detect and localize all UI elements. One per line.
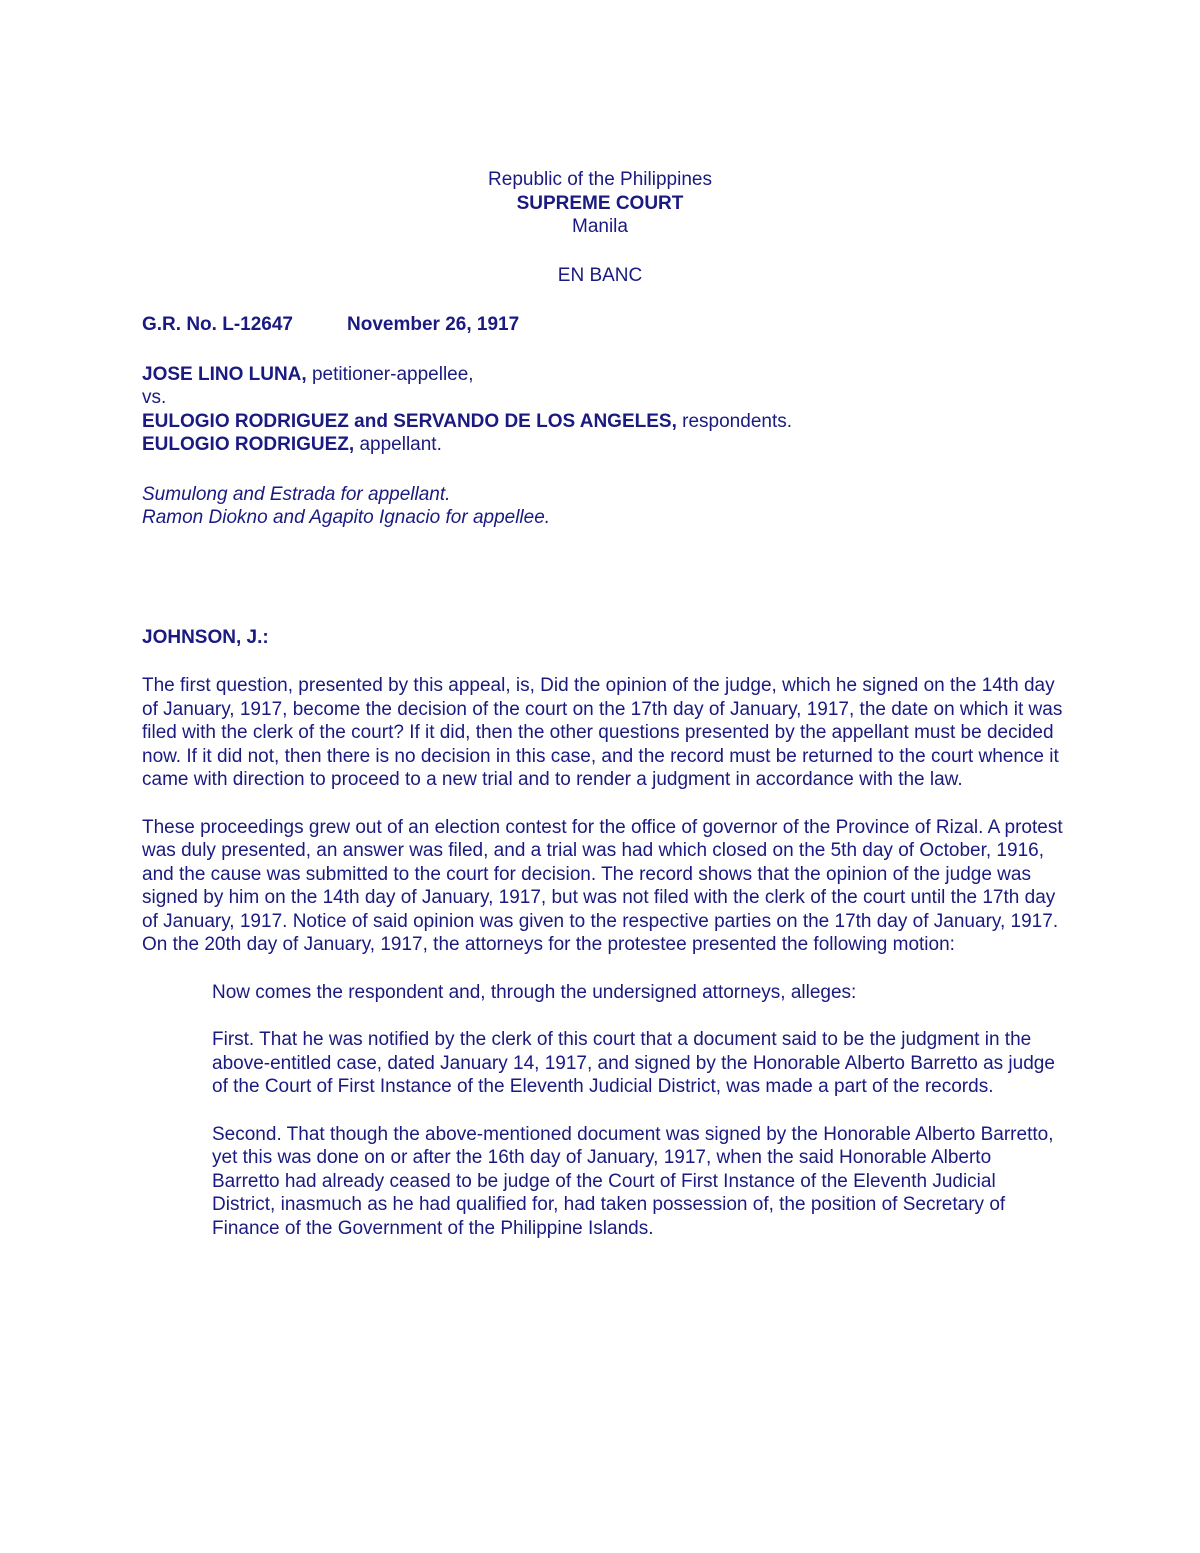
quoted-paragraph: Now comes the respondent and, through the undersigned attorneys, alleges: (212, 981, 857, 1003)
decision-date: November 26, 1917 (347, 314, 520, 335)
division-label: EN BANC (557, 264, 643, 286)
counsel-appellant: Sumulong and Estrada for appellant. (142, 483, 451, 505)
gr-number: G.R. No. L-12647 (142, 314, 293, 335)
petitioner-role: petitioner-appellee, (306, 363, 474, 385)
document-page (142, 168, 1067, 1264)
republic-line: Republic of the Philippines (488, 169, 712, 190)
parties-block (142, 363, 1067, 457)
quoted-paragraph: Second. That though the above-mentioned document was signed by the Honorable Alberto Barretto, yet this was done on or after the 16th day of January, 1917, when the said Honorable Alberto Barretto had already ceased to be judge of the Court of First Instance of the Eleventh Judicial District, inasmuch as he had qualified for, had taken possession of, the position of Secretary of Finance of the Government of the Philippine Islands. (212, 1123, 1054, 1239)
respondents-role: respondents. (676, 410, 793, 432)
respondents-name: EULOGIO RODRIGUEZ and SERVANDO DE LOS ANGELES, (142, 410, 677, 432)
versus-label: vs. (142, 387, 167, 408)
opinion-paragraph: These proceedings grew out of an election contest for the office of governor of the Province of Rizal. A protest was duly presented, an answer was filed, and a trial was had which closed on the 5th day of October, 1916, and the cause was submitted to the court for decision. The record shows that the opinion of the judge was signed by him on the 14th day of January, 1917, but was not filed with the clerk of the court until the 17th day of January, 1917. Notice of said opinion was given to the respective parties on the 17th day of January, 1917. On the 20th day of January, 1917, the attorneys for the protestee presented the following motion: (142, 816, 1063, 955)
court-city: Manila (572, 216, 628, 237)
counsel-appellee: Ramon Diokno and Agapito Ignacio for appellee. (142, 507, 551, 528)
case-number-line (142, 313, 1067, 337)
counsel-block (142, 483, 1067, 530)
opinion-paragraph: The first question, presented by this appeal, is, Did the opinion of the judge, which he signed on the 14th day of January, 1917, become the decision of the court on the 17th day of January, 1917, the date on which it was filed with the clerk of the court? If it did, then the other questions presented by the appellant must be decided now. If it did not, then there is no decision in this case, and the record must be returned to the court whence it came with direction to proceed to a new trial and to render a judgment in accordance with the law. (142, 675, 1063, 790)
court-name: SUPREME COURT (516, 192, 684, 214)
court-header (142, 168, 1058, 287)
quoted-paragraph: First. That he was notified by the clerk of this court that a document said to be the judgment in the above-entitled case, dated January 14, 1917, and signed by the Honorable Alberto Barretto as judge of the Court of First Instance of the Eleventh Judicial District, was made a part of the records. (212, 1029, 1055, 1097)
appellant-role: appellant. (354, 434, 442, 455)
opinion-author: JOHNSON, J.: (142, 626, 269, 648)
appellant-name: EULOGIO RODRIGUEZ, (142, 434, 355, 455)
quoted-motion (212, 981, 1057, 1241)
petitioner-name: JOSE LINO LUNA, (142, 363, 307, 385)
